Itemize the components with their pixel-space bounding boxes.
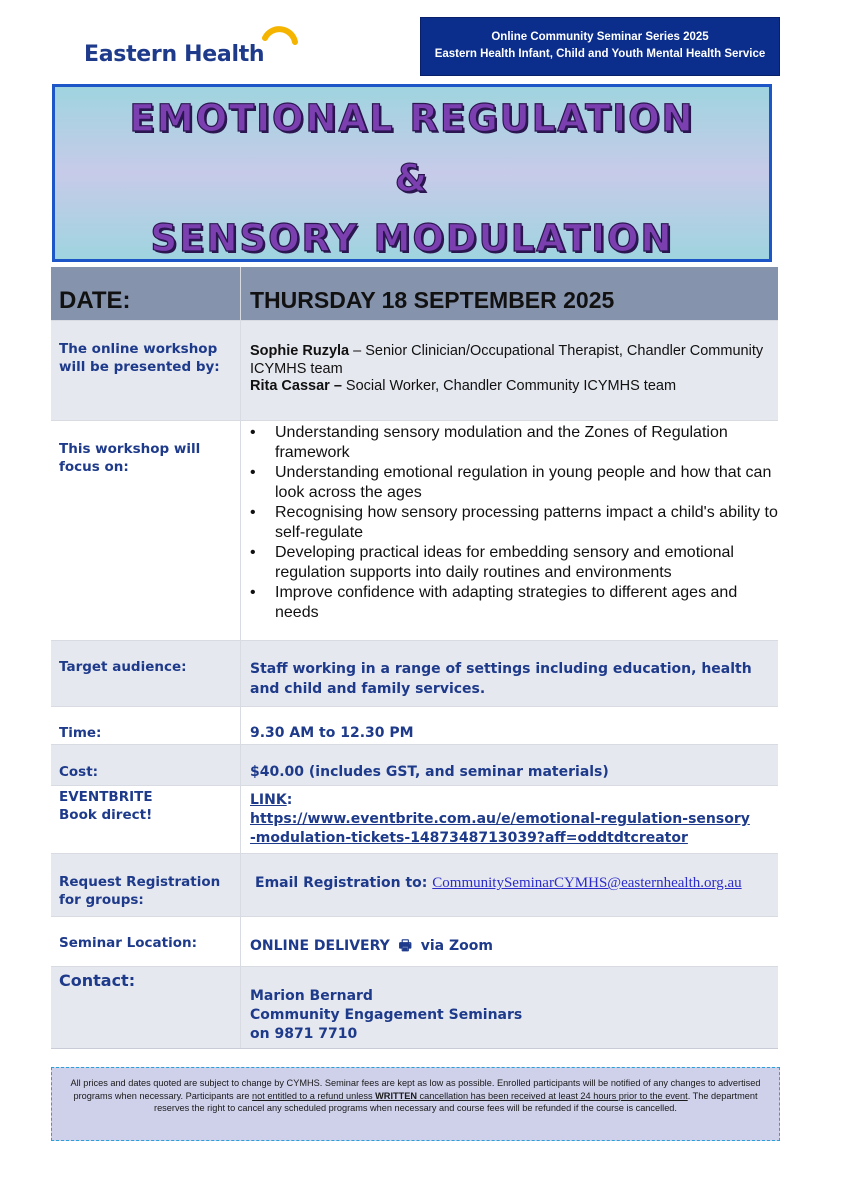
audience-row (51, 641, 778, 707)
eventbrite-label-2: Book direct! (59, 807, 153, 823)
eventbrite-label-1: EVENTBRITE (59, 789, 153, 805)
focus-list-cell (241, 421, 778, 640)
eventbrite-row (51, 786, 778, 854)
groups-row (51, 854, 778, 917)
cost-value: $40.00 (includes GST, and seminar materials) (250, 764, 609, 780)
presenters-label: The online workshop will be presented by: (51, 321, 241, 420)
disclaimer-not-entitled: not entitled to a refund unless (252, 1090, 376, 1101)
date-row (51, 267, 778, 321)
eventbrite-label (51, 786, 241, 853)
audience-value: Staff working in a range of settings including education, health and child and family services. (250, 661, 752, 697)
focus-item: • Understanding emotional regulation in young people and how that can look across the ages (275, 463, 778, 503)
presenter-2-name: Rita Cassar – (250, 378, 342, 394)
disclaimer-part-3: . The department reserves the right to cancel any scheduled programs when necessary and course fees will be refunded if the course is cancelled. (154, 1090, 758, 1114)
contact-label: Contact: (51, 967, 241, 1048)
banner-line-1: EMOTIONAL REGULATION (129, 97, 695, 140)
focus-list (250, 423, 778, 623)
eventbrite-value (241, 786, 778, 853)
title-banner (52, 84, 772, 262)
date-label: DATE: (51, 267, 241, 320)
seminar-series-box (420, 17, 780, 76)
location-row (51, 917, 778, 967)
disclaimer-part-1: All prices and dates quoted are subject to change by CYMHS. Seminar fees are kept as low as possible. Enrolled participants will be notified of any changes to advertised programs when necessary. Participants are (70, 1078, 761, 1101)
series-line-1: Online Community Seminar Series 2025 (491, 31, 709, 43)
email-prefix: Email Registration to: (255, 875, 433, 891)
contact-name: Marion Bernard (250, 988, 373, 1004)
focus-item: • Understanding sensory modulation and the Zones of Regulation framework (275, 423, 778, 463)
focus-item: • Improve confidence with adapting strategies to different ages and needs (275, 583, 778, 623)
banner-line-3: SENSORY MODULATION (150, 217, 674, 260)
logo-text: Eastern Health (84, 42, 265, 67)
disclaimer-box (51, 1067, 780, 1141)
time-row (51, 707, 778, 745)
contact-row (51, 967, 778, 1049)
focus-item: • Recognising how sensory processing patterns impact a child's ability to self-regulate (275, 503, 778, 543)
location-value (241, 917, 778, 966)
contact-value (241, 967, 778, 1048)
disclaimer-part-2: cancellation has been received at least 24 hours prior to the event (417, 1090, 688, 1101)
audience-label: Target audience: (51, 641, 241, 706)
date-value: THURSDAY 18 SEPTEMBER 2025 (250, 287, 615, 313)
presenter-2-role: Social Worker, Chandler Community ICYMHS team (341, 378, 677, 394)
location-platform: via Zoom (420, 938, 493, 954)
groups-value (241, 854, 778, 916)
eventbrite-url-link[interactable]: https://www.eventbrite.com.au/e/emotional-regulation-sensory-modulation-tickets-1487348713039?aff=oddtdtcreator (250, 811, 750, 846)
location-label: Seminar Location: (51, 917, 241, 966)
time-label: Time: (51, 707, 241, 744)
location-mode: ONLINE DELIVERY (250, 938, 390, 954)
info-table (51, 267, 778, 1049)
eventbrite-link-label[interactable]: LINK (250, 792, 287, 808)
series-line-2: Eastern Health Infant, Child and Youth Mental Health Service (434, 48, 766, 60)
presenters-value (241, 321, 778, 420)
disclaimer-written: WRITTEN (375, 1090, 417, 1101)
link-colon: : (286, 792, 293, 808)
cost-label: Cost: (51, 745, 241, 785)
focus-row (51, 421, 778, 641)
contact-title: Community Engagement Seminars (250, 1007, 523, 1023)
time-value: 9.30 AM to 12.30 PM (250, 725, 414, 741)
computer-icon: 🖶 (398, 938, 412, 954)
contact-phone: on 9871 7710 (250, 1026, 358, 1042)
cost-row (51, 745, 778, 786)
presenter-1-role: – Senior Clinician/Occupational Therapist, Chandler Community ICYMHS team (250, 343, 764, 377)
logo-arc-icon (259, 16, 299, 56)
registration-email-link[interactable]: CommunitySeminarCYMHS@easternhealth.org.au (432, 875, 742, 891)
groups-label: Request Registration for groups: (51, 854, 241, 916)
presenter-1-name: Sophie Ruzyla (250, 343, 350, 359)
focus-item: • Developing practical ideas for embedding sensory and emotional regulation supports into daily routines and environments (275, 543, 778, 583)
presenters-row (51, 321, 778, 421)
focus-label: This workshop will focus on: (51, 421, 241, 640)
banner-line-2: & (394, 157, 430, 200)
eastern-health-logo (84, 16, 304, 72)
